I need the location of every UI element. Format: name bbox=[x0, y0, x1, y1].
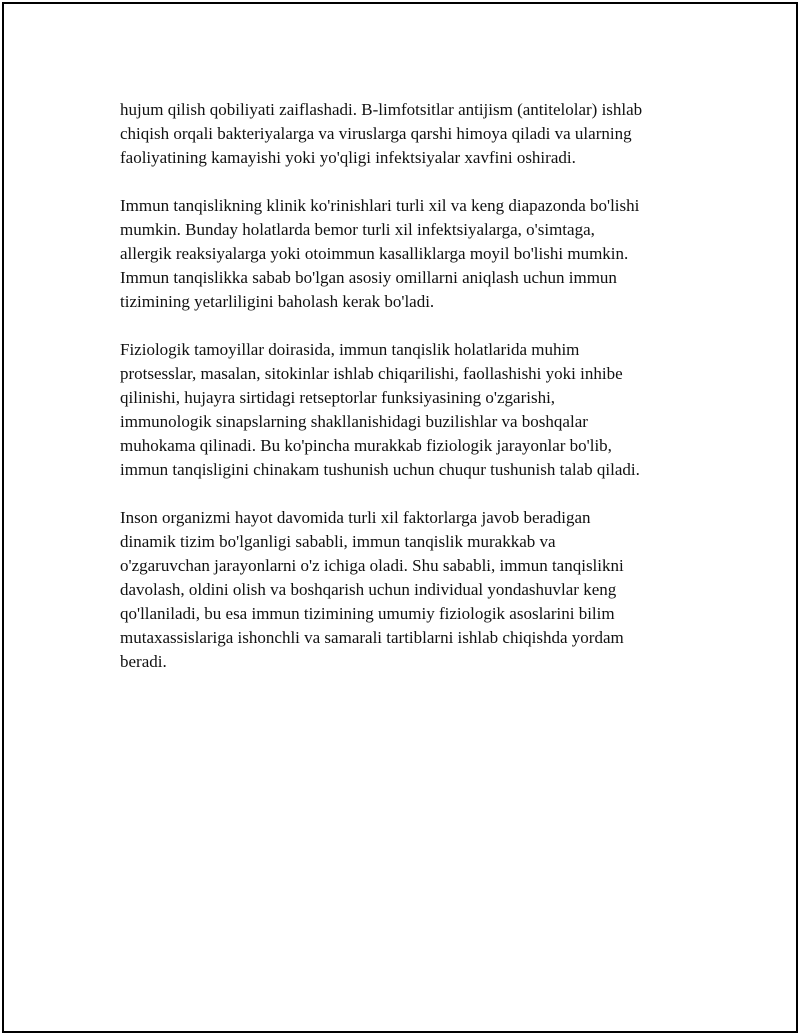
text-line: Inson organizmi hayot davomida turli xil faktorlarga javob beradigan bbox=[120, 508, 591, 527]
paragraph-3 bbox=[120, 338, 700, 482]
text-line: mutaxassislariga ishonchli va samarali tartiblarni ishlab chiqishda yordam bbox=[120, 628, 624, 647]
text-line: dinamik tizim bo'lganligi sababli, immun tanqislik murakkab va bbox=[120, 532, 556, 551]
text-line: qo'llaniladi, bu esa immun tizimining umumiy fiziologik asoslarini bilim bbox=[120, 604, 615, 623]
text-line: allergik reaksiyalarga yoki otoimmun kasalliklarga moyil bo'lishi mumkin. bbox=[120, 244, 629, 263]
text-line: tizimining yetarliligini baholash kerak bo'ladi. bbox=[120, 292, 435, 311]
paragraph-4 bbox=[120, 506, 700, 674]
page-frame bbox=[2, 2, 798, 1033]
document-body bbox=[120, 98, 700, 698]
text-line: muhokama qilinadi. Bu ko'pincha murakkab fiziologik jarayonlar bo'lib, bbox=[120, 436, 612, 455]
text-line: Immun tanqislikning klinik ko'rinishlari turli xil va keng diapazonda bo'lishi bbox=[120, 196, 640, 215]
text-line: davolash, oldini olish va boshqarish uchun individual yondashuvlar keng bbox=[120, 580, 617, 599]
paragraph-1 bbox=[120, 98, 700, 170]
text-line: mumkin. Bunday holatlarda bemor turli xil infektsiyalarga, o'simtaga, bbox=[120, 220, 595, 239]
text-line: beradi. bbox=[120, 652, 167, 671]
text-line: immun tanqisligini chinakam tushunish uchun chuqur tushunish talab qiladi. bbox=[120, 460, 640, 479]
text-line: hujum qilish qobiliyati zaiflashadi. B-limfotsitlar antijism (antitelolar) ishlab bbox=[120, 100, 643, 119]
paragraph-2 bbox=[120, 194, 700, 314]
text-line: qilinishi, hujayra sirtidagi retseptorlar funksiyasining o'zgarishi, bbox=[120, 388, 556, 407]
text-line: faoliyatining kamayishi yoki yo'qligi infektsiyalar xavfini oshiradi. bbox=[120, 148, 576, 167]
text-line: protsesslar, masalan, sitokinlar ishlab chiqarilishi, faollashishi yoki inhibe bbox=[120, 364, 623, 383]
text-line: Immun tanqislikka sabab bo'lgan asosiy omillarni aniqlash uchun immun bbox=[120, 268, 617, 287]
text-line: chiqish orqali bakteriyalarga va viruslarga qarshi himoya qiladi va ularning bbox=[120, 124, 632, 143]
text-line: o'zgaruvchan jarayonlarni o'z ichiga oladi. Shu sababli, immun tanqislikni bbox=[120, 556, 624, 575]
text-line: Fiziologik tamoyillar doirasida, immun tanqislik holatlarida muhim bbox=[120, 340, 580, 359]
text-line: immunologik sinapslarning shakllanishidagi buzilishlar va boshqalar bbox=[120, 412, 588, 431]
